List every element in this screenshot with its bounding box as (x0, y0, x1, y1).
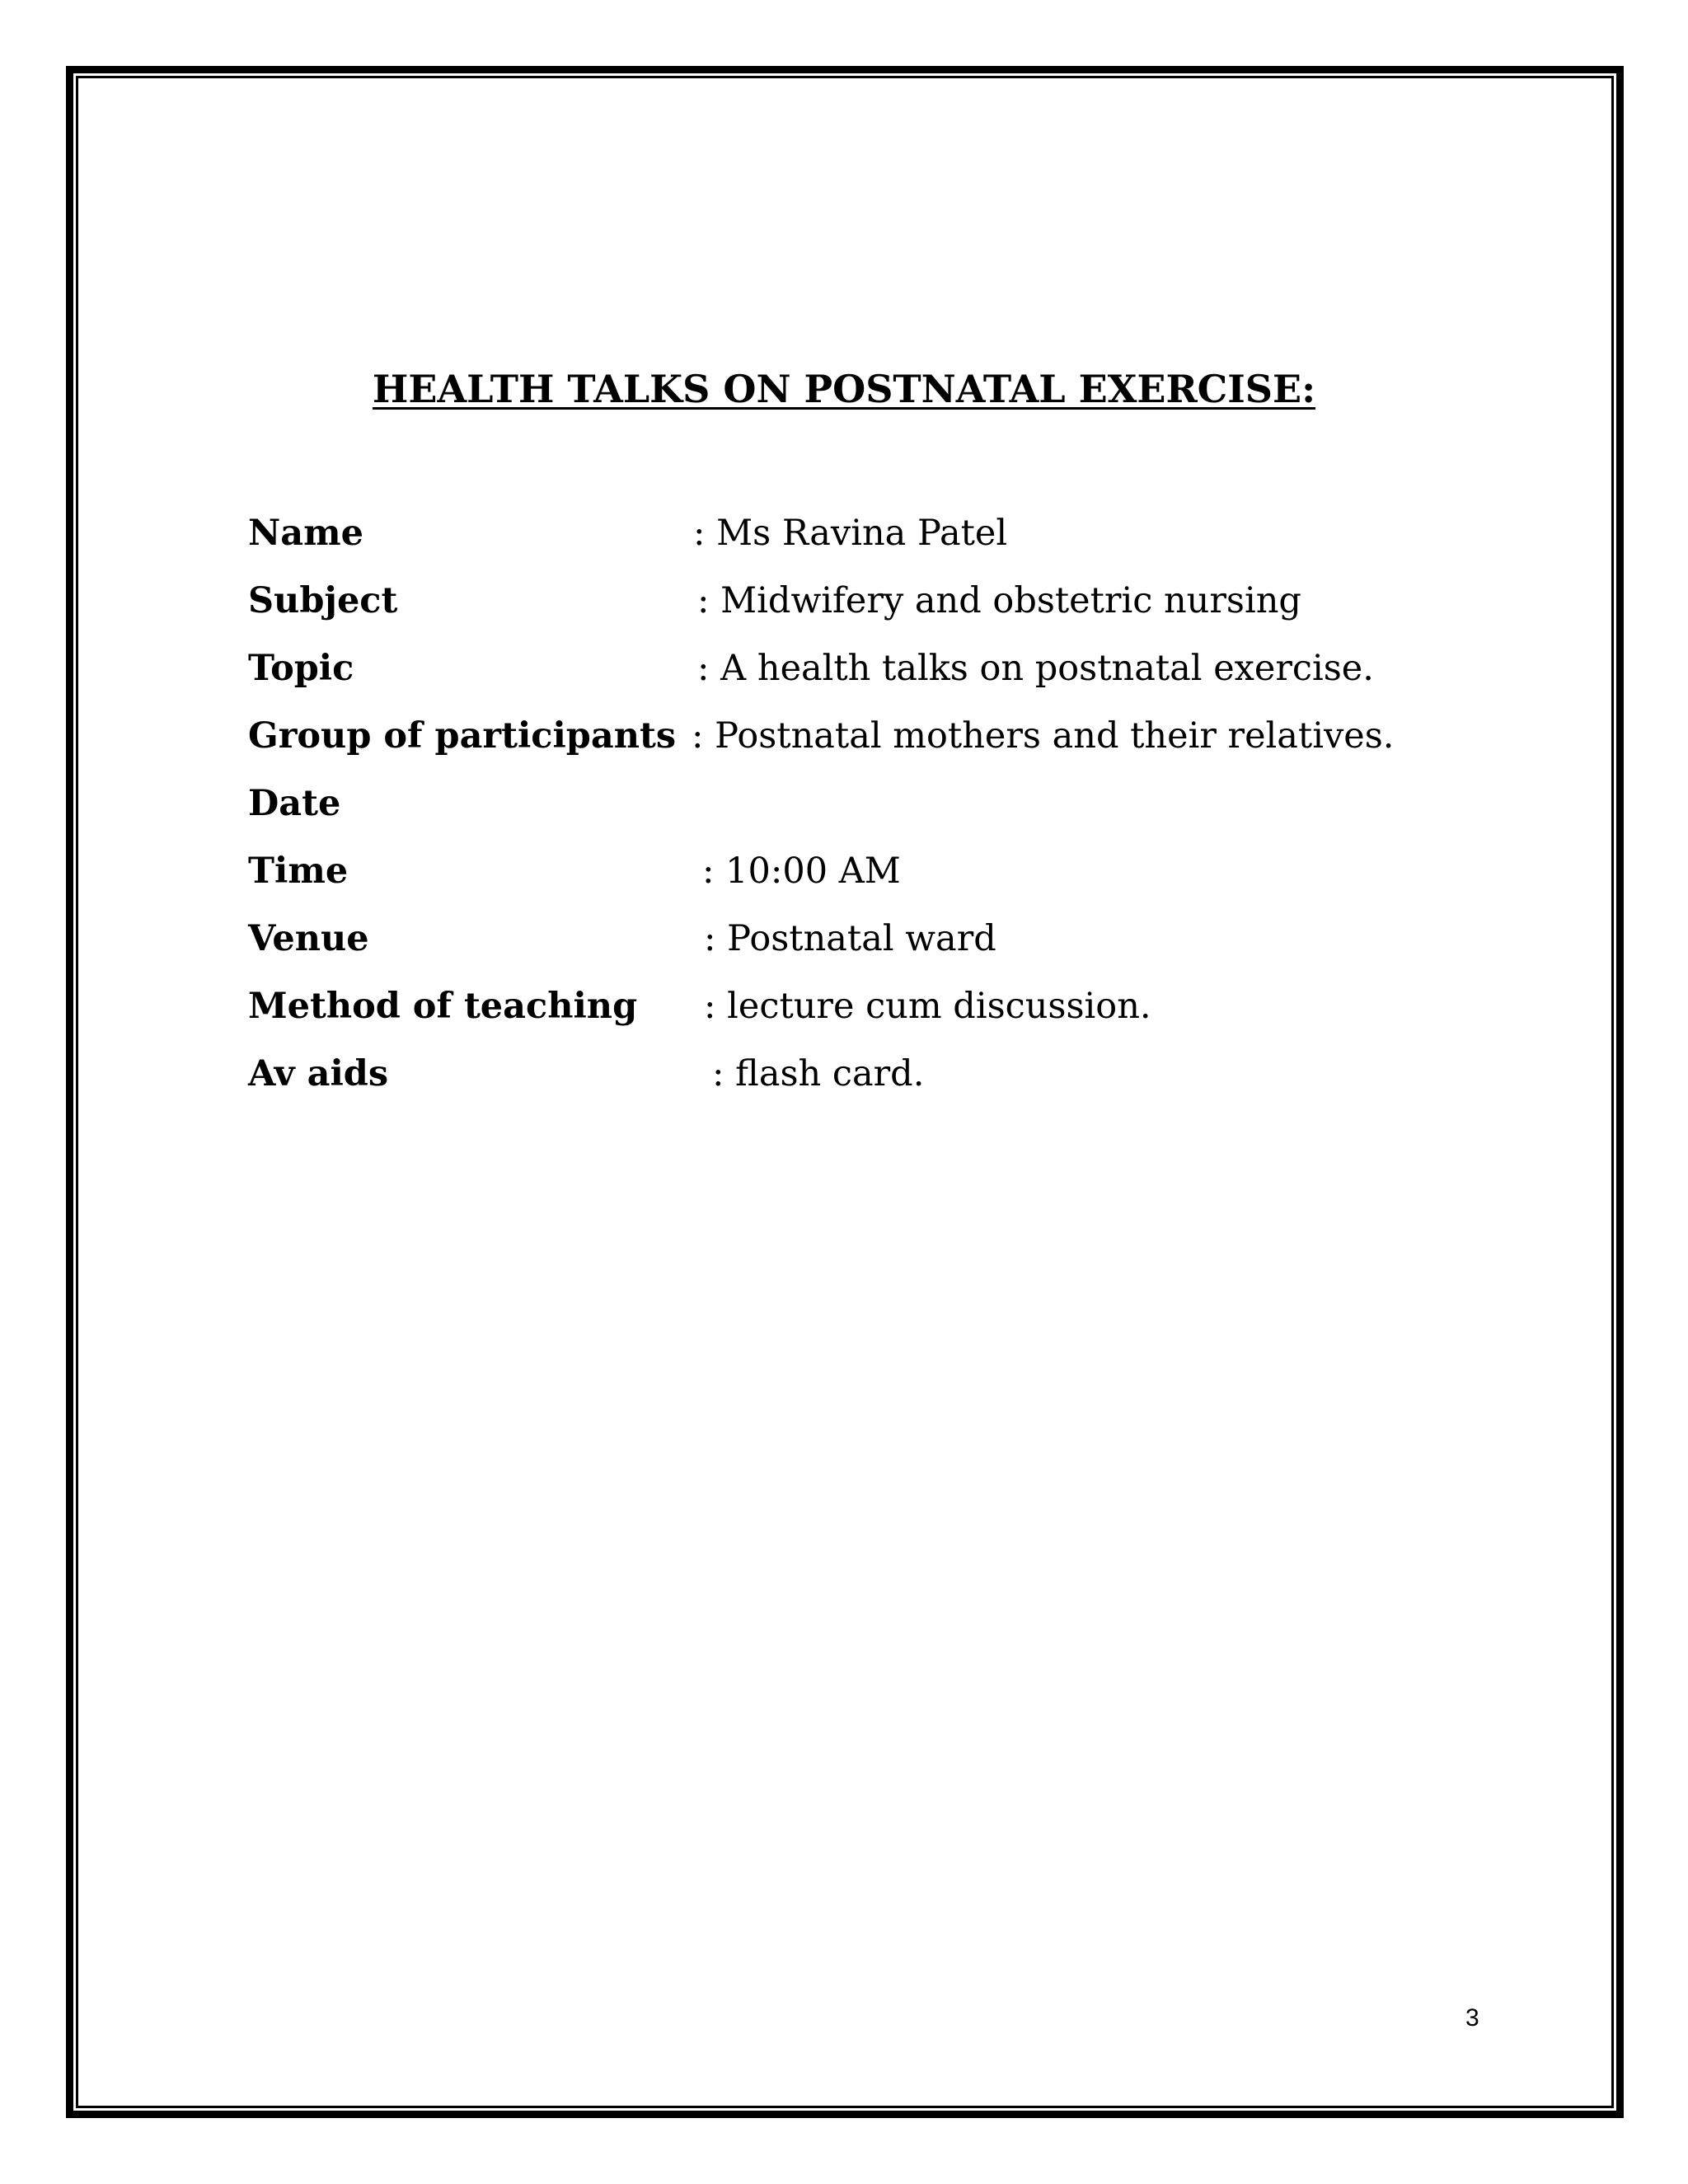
info-label: Venue (248, 918, 369, 959)
info-label: Topic (248, 648, 354, 689)
info-value: : A health talks on postnatal exercise. (697, 648, 1374, 689)
info-value: : lecture cum discussion. (704, 986, 1151, 1027)
info-label: Subject (248, 580, 398, 621)
info-row-name (248, 504, 1484, 572)
info-value: : Ms Ravina Patel (693, 513, 1008, 554)
info-row-group (248, 707, 1484, 775)
document-title: HEALTH TALKS ON POSTNATAL EXERCISE: (372, 367, 1316, 411)
info-value: : Midwifery and obstetric nursing (697, 580, 1301, 621)
info-row-method (248, 977, 1484, 1045)
info-label: Group of participants (248, 715, 677, 757)
info-row-date (248, 775, 1484, 842)
info-value: : 10:00 AM (702, 851, 901, 892)
info-label: Name (248, 513, 364, 554)
info-row-subject (248, 572, 1484, 640)
info-value: : flash card. (712, 1053, 925, 1094)
info-label: Av aids (248, 1053, 389, 1094)
info-row-time (248, 842, 1484, 910)
info-value: : Postnatal mothers and their relatives. (692, 715, 1395, 757)
info-label: Method of teaching (248, 986, 638, 1027)
info-list (248, 504, 1484, 1113)
page-number: 3 (1465, 2004, 1479, 2032)
info-value: : Postnatal ward (704, 918, 996, 959)
info-row-av-aids (248, 1045, 1484, 1113)
info-row-topic (248, 640, 1484, 707)
info-row-venue (248, 910, 1484, 977)
info-label: Date (248, 783, 341, 824)
info-label: Time (248, 851, 349, 892)
